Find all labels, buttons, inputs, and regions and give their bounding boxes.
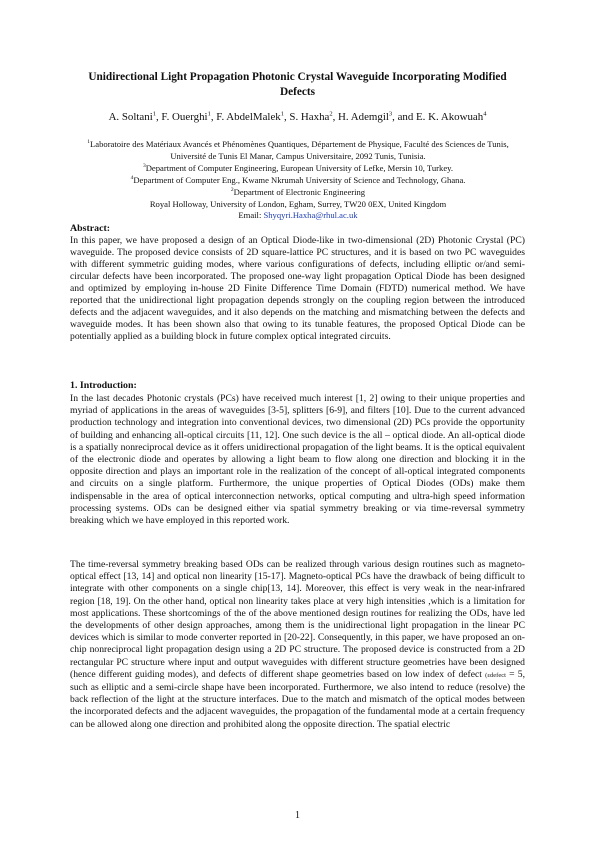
affiliation-2-address: Royal Holloway, University of London, Egham, Surrey, TW20 0EX, United Kingdom (149, 198, 447, 209)
affiliation-list (82, 139, 514, 222)
affil-mark: 2 (230, 186, 234, 193)
defect-epsilon-symbol: (εdefect (485, 671, 506, 679)
author-name: A. Soltani (108, 111, 153, 123)
author-affil-mark: 1 (207, 110, 211, 118)
paragraph-text: The time-reversal symmetry breaking based ODs can be realized through various design routines such as magneto-optical effect [13, 14] and optical non linearity [15-17]. Magneto-optical PCs have the drawback of being difficult to integrate with other components on a single chip[13, 14]. Moreover, this effect is very weak in the near-infrared region [18, 19]. On the other hand, optical non linearity takes place at very high intensities ,which is a limitation for most applications. These shortcomings of the of the above mentioned design routines for realizing the ODs, have led the developments of other design approaches, among them is the unidirectional light propagation in the linear PC devices which is similar to mode converter reported in [20-22]. Consequently, in this paper, we have proposed an on-chip nonreciprocal light propagation design using a 2D PC structure. The proposed device is constructed from a 2D rectangular PC structure where input and output waveguides with different structure geometries have been designed (hence different guiding modes), and defects of different shape geometries based on low index of defect (70, 559, 525, 680)
author-affil-mark: 2 (329, 110, 333, 118)
contact-email (82, 210, 514, 222)
page-number: 1 (295, 810, 300, 821)
affil-text: Department of Computer Eng., Kwame Nkrumah University of Science and Technology, Ghana. (133, 174, 466, 185)
paper-title: Unidirectional Light Propagation Photonic Crystal Waveguide Incorporating Modified Defects (88, 71, 507, 98)
affiliation-4 (82, 175, 514, 187)
affil-mark: 3 (142, 162, 146, 169)
affiliation-3 (82, 163, 514, 175)
author-name: , S. Haxha (283, 111, 330, 123)
introduction-paragraph-2 (70, 559, 525, 731)
author-name: , F. AbdelMalek (210, 111, 281, 123)
affil-mark: 1 (87, 139, 91, 146)
author-list (60, 110, 535, 124)
author-name: , F. Ouerghi (155, 111, 208, 123)
author-name: , H. Ademgil (332, 111, 389, 123)
paragraph-text: = 5, such as elliptic and a semi-circle shape have been incorporated. Furthermore, we also intend to reduce (resolve) the back reflection of the light at the structure interfaces. Due to the match and mismatch of the optical modes between the incorporated defects and the adjacent waveguides, the propagation of the fundamental mode at a certain frequency can be allowed along one direction and prohibited along the opposite direction. The spatial electric (70, 668, 525, 730)
author-affil-mark: 1 (280, 110, 284, 118)
email-link[interactable]: Shyqyri.Haxha@rhul.ac.uk (263, 210, 358, 221)
section-heading-introduction: 1. Introduction: (70, 380, 137, 391)
affiliation-1 (82, 139, 514, 163)
author-name: , and E. K. Akowuah (392, 111, 484, 123)
author-affil-mark: 4 (483, 110, 487, 118)
affil-mark: 4 (130, 174, 134, 181)
affil-text: Department of Computer Engineering, European University of Lefke, Mersin 10, Turkey. (145, 162, 454, 173)
abstract-heading: Abstract: (70, 223, 111, 234)
affiliation-2 (82, 187, 514, 199)
affil-text: Laboratoire des Matériaux Avancés et Phénomènes Quantiques, Département de Physique, Faculté des Sciences de Tunis, Université de Tunis El Manar, Campus Universitaire, 2092 Tunis, Tunisia. (90, 139, 509, 161)
affil-text: Department of Electronic Engineering (233, 186, 366, 197)
author-affil-mark: 1 (152, 110, 156, 118)
abstract-text: In this paper, we have proposed a design of an Optical Diode-like in two-dimensional (2D) Photonic Crystal (PC) waveguide. The proposed device consists of 2D square-lattice PC structures, and it is based on two PC waveguides with different symmetric guiding modes, where various configurations of defects, including elliptic or/and semi-circular defects have been incorporated. The proposed one-way light propagation Optical Diode has been designed and optimized by employing in-house 2D Finite Difference Time Domain (FDTD) numerical method. We have reported that the unidirectional light propagation depends strongly on the coupling region between the introduced defects and the adjacent waveguides, and it also depends on the matching and mismatching between the defects and waveguide modes. It has been shown also that owing to its tunable features, the proposed Optical Diode can be potentially applied as a building block in future complex optical integrated circuits. (70, 235, 525, 342)
email-label: Email: (238, 210, 264, 221)
author-affil-mark: 3 (388, 110, 393, 118)
introduction-paragraph-1: In the last decades Photonic crystals (PCs) have received much interest [1, 2] owing to their unique properties and myriad of applications in the areas of waveguides [3-5], splitters [6-9], and filters [10]. Due to the current advanced production technology and integration into conventional devices, two dimensional (2D) PCs provide the opportunity of building and enhancing all-optical circuits [11, 12]. One such device is the all – optical diode. An all-optical diode is a spatially nonreciprocal device as it offers unidirectional propagation of the light beams. It is the optical equivalent of the electronic diode and operates by allowing a light beam to flow along one direction and blocking it in the opposite direction and plays an important role in the realization of the concept of all-optical integrated components and circuits on a single platform. Furthermore, the unique properties of Optical Diodes (ODs) make them indispensable in the area of optical interconnection networks, optical computing and ultra-high speed information processing systems. ODs can be designed either via spatial symmetry breaking or via time-reversal symmetry breaking which we have employed in this reported work. (70, 393, 525, 527)
